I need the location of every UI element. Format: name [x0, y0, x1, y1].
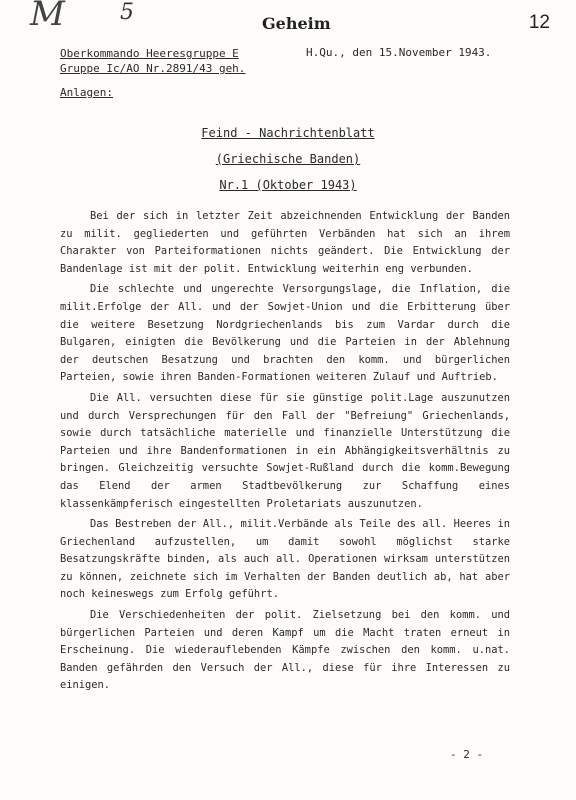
sender-line-2: Gruppe Ic/AO Nr.2891/43 geh. [60, 62, 246, 75]
title-line-3: Nr.1 (Oktober 1943) [219, 178, 357, 192]
paragraph: Die schlechte und ungerechte Versorgungslage, die Inflation, die milit.Erfolge der All. und der Sowjet-Union und die Erbitterung über die weitere Besetzung Nordgriechenlands bis zum Vardar durch die Bulgaren, einigten die Bevölkerung und die Parteien in der Ablehnung der deutschen Besatzung und brachten den komm. und bürgerlichen Parteien, sowie ihren Banden-Formationen weiteren Zulauf und Auftrieb. [60, 283, 510, 384]
title-block [0, 120, 576, 198]
title-line-1: Feind - Nachrichtenblatt [201, 126, 375, 140]
attachments-label: Anlagen: [60, 86, 113, 99]
title-line-2: (Griechische Banden) [215, 152, 361, 166]
paragraph: Bei der sich in letzter Zeit abzeichnenden Entwicklung der Banden zu milit. gegliederten und geführten Verbänden hat sich an ihrem Charakter von Parteiformationen nichts geändert. Die Entwicklung der Bandenlage ist mit der polit. Entwicklung weiterhin eng verbunden. [60, 210, 510, 275]
handwritten-number: 5 [120, 0, 134, 25]
body-text [60, 208, 510, 698]
paragraph: Die Verschiedenheiten der polit. Zielsetzung bei den komm. und bürgerlichen Parteien und deren Kampf um die Macht traten erneut in Erscheinung. Die wiederauflebenden Kämpfe zwischen den komm. u.nat. Banden gefährden den Versuch der All., diese für ihre Interessen zu einigen. [60, 609, 510, 692]
handwritten-mark: M [30, 0, 71, 34]
page-number: 12 [528, 12, 550, 33]
sender-line-1: Oberkommando Heeresgruppe E [60, 47, 239, 60]
classification-label: Geheim [262, 14, 331, 33]
place-date: H.Qu., den 15.November 1943. [306, 46, 492, 59]
paragraph: Das Bestreben der All., milit.Verbände als Teile des all. Heeres in Griechenland aufzustellen, um damit sowohl möglichst starke Besatzungskräfte binden, als auch all. Operationen wirksam unterstützen zu können, zeichnete sich im Verhalten der Banden deutlich ab, hat aber noch keineswegs zum Erfolg geführt. [60, 518, 510, 601]
paragraph: Die All. versuchten diese für sie günstige polit.Lage auszunutzen und durch Versprechungen für den Fall der "Befreiung" Griechenlands, sowie durch tatsächliche materielle und finanzielle Unterstützung die Parteien und ihre Bandenformationen in ein Abhängigkeitsverhältnis zu bringen. Gleichzeitig versuchte Sowjet-Rußland durch die komm.Bewegung das Elend der armen Stadtbevölkerung zur Schaffung eines klassenkämpferisch eingestellten Proletariats auszunutzen. [60, 391, 510, 510]
footer-page-number: - 2 - [450, 748, 484, 761]
sender-block [60, 46, 245, 76]
